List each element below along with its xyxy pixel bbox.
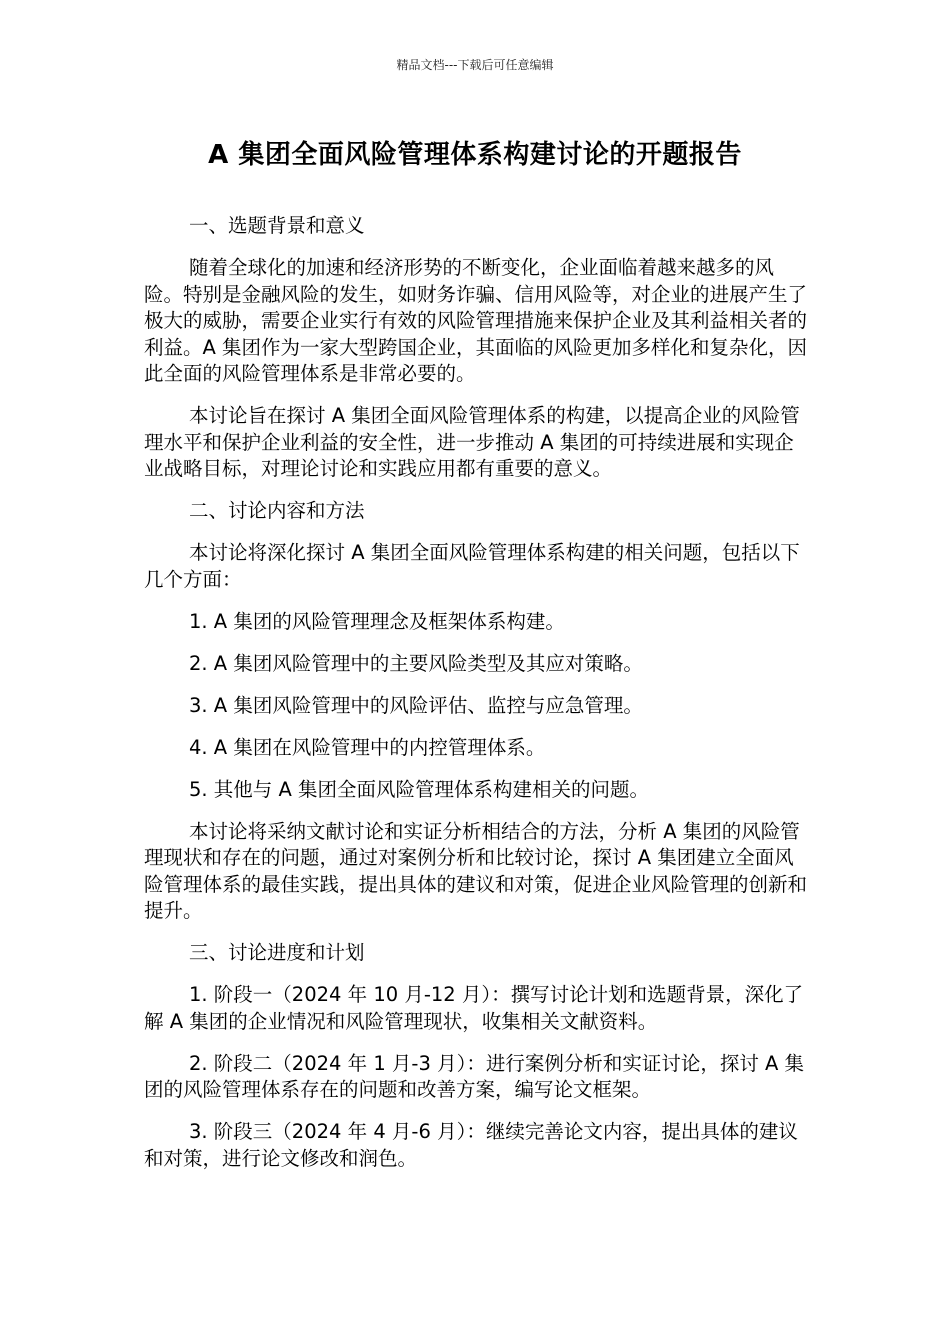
list-item-schedule: 1. 阶段一（2024 年 10 月-12 月）：撰写讨论计划和选题背景，深化了解 A 集团的企业情况和风险管理现状，收集相关文献资料。 xyxy=(144,983,804,1033)
list-item-content: 5. 其他与 A 集团全面风险管理体系构建相关的问题。 xyxy=(189,777,650,801)
document-title: A 集团全面风险管理体系构建讨论的开题报告 xyxy=(208,140,742,170)
list-item-content: 1. A 集团的风险管理理念及框架体系构建。 xyxy=(189,609,565,633)
list-item-content: 2. A 集团风险管理中的主要风险类型及其应对策略。 xyxy=(189,651,643,675)
list-item-content: 4. A 集团在风险管理中的内控管理体系。 xyxy=(189,735,546,759)
section-heading-content-method: 二、讨论内容和方法 xyxy=(189,499,365,522)
list-item-schedule: 3. 阶段三（2024 年 4 月-6 月）：继续完善论文内容，提出具体的建议和对策，进行论文修改和润色。 xyxy=(144,1120,798,1170)
list-item-content: 3. A 集团风险管理中的风险评估、监控与应急管理。 xyxy=(189,693,643,717)
list-item-schedule: 2. 阶段二（2024 年 1 月-3 月）：进行案例分析和实证讨论，探讨 A 集团的风险管理体系存在的问题和改善方案，编写论文框架。 xyxy=(144,1051,805,1101)
paragraph-method: 本讨论将采纳文献讨论和实证分析相结合的方法，分析 A 集团的风险管理现状和存在的问题，通过对案例分析和比较讨论，探讨 A 集团建立全面风险管理体系的最佳实践，提出具体的建议和对策，促进企业风险管理的创新和提升。 xyxy=(144,819,808,922)
page-header: 精品文档---下载后可任意编辑 xyxy=(396,58,554,72)
paragraph-significance: 本讨论旨在探讨 A 集团全面风险管理体系的构建，以提高企业的风险管理水平和保护企业利益的安全性，进一步推动 A 集团的可持续进展和实现企业战略目标，对理论讨论和实践应用都有重要的意义。 xyxy=(144,404,800,480)
paragraph-content-intro: 本讨论将深化探讨 A 集团全面风险管理体系构建的相关问题，包括以下几个方面： xyxy=(144,541,800,591)
section-heading-background: 一、选题背景和意义 xyxy=(189,214,365,237)
paragraph-background: 随着全球化的加速和经济形势的不断变化，企业面临着越来越多的风险。特别是金融风险的发生，如财务诈骗、信用风险等，对企业的进展产生了极大的威胁，需要企业实行有效的风险管理措施来保护企业及其利益相关者的利益。A 集团作为一家大型跨国企业，其面临的风险更加多样化和复杂化，因此全面的风险管理体系是非常必要的。 xyxy=(144,256,808,385)
section-heading-schedule: 三、讨论进度和计划 xyxy=(189,941,365,964)
document-body xyxy=(144,213,809,1188)
